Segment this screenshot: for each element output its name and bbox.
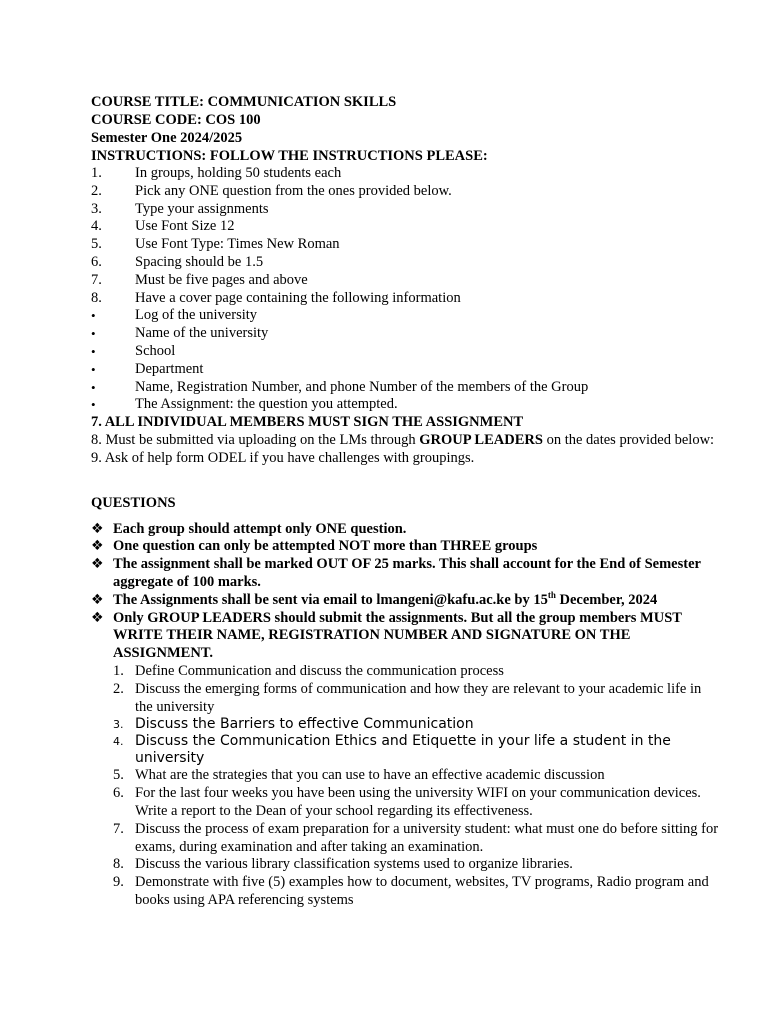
rules-list — [91, 521, 721, 663]
course-code: COURSE CODE: COS 100 — [91, 112, 261, 128]
instructions-heading: INSTRUCTIONS: FOLLOW THE INSTRUCTIONS PLEASE: — [91, 148, 488, 164]
instruction-item: 8. Have a cover page containing the following information — [91, 289, 461, 306]
question-item: 4. Discuss the Communication Ethics and Etiquette in your life a student in the university — [113, 733, 671, 767]
document-body — [91, 93, 721, 910]
cover-bullet-item: • School — [91, 342, 176, 359]
rule-item: ❖ One question can only be attempted NOT more than THREE groups — [91, 538, 538, 555]
diamond-bullet-icon: ❖ — [91, 556, 104, 573]
instruction-item: 1. In groups, holding 50 students each — [91, 165, 342, 181]
odel-instruction: 9. Ask of help form ODEL if you have challenges with groupings. — [91, 449, 475, 466]
question-item: 2. Discuss the emerging forms of communication and how they are relevant to your academic life in the university — [113, 680, 702, 715]
question-item: 3. Discuss the Barriers to effective Communication — [113, 716, 474, 733]
diamond-bullet-icon: ❖ — [91, 520, 104, 537]
question-item: 8. Discuss the various library classification systems used to organize libraries. — [113, 856, 573, 873]
instruction-item: 7. Must be five pages and above — [91, 271, 308, 288]
bullet-icon: • — [91, 308, 96, 324]
question-item: 5. What are the strategies that you can use to have an effective academic discussion — [113, 767, 605, 784]
rule-item: ❖ The Assignments shall be sent via email to lmangeni@kafu.ac.ke by 15th December, 2024 — [91, 589, 658, 608]
questions-heading: QUESTIONS — [91, 494, 176, 511]
question-item: 7. Discuss the process of exam preparation for a university student: what must one do before sitting for exams, during examination and after taking an examination. — [113, 820, 719, 855]
rule-item: ❖ Only GROUP LEADERS should submit the assignments. But all the group members MUST WRITE THEIR NAME, REGISTRATION NUMBER AND SIGNATURE ON THE ASSIGNMENT. — [91, 609, 682, 662]
instruction-item: 4. Use Font Size 12 — [91, 218, 235, 235]
question-item: 1. Define Communication and discuss the communication process — [113, 662, 504, 679]
cover-bullet-item: • Department — [91, 360, 204, 377]
instruction-item: 3. Type your assignments — [91, 200, 269, 217]
questions-list — [113, 663, 721, 910]
cover-bullet-item: • Log of the university — [91, 307, 258, 324]
sign-instruction: 7. ALL INDIVIDUAL MEMBERS MUST SIGN THE ASSIGNMENT — [91, 414, 524, 431]
cover-page-bullets — [91, 307, 721, 414]
diamond-bullet-icon: ❖ — [91, 538, 104, 555]
bullet-icon: • — [91, 361, 96, 377]
course-title: COURSE TITLE: COMMUNICATION SKILLS — [91, 94, 397, 110]
instruction-item: 5. Use Font Type: Times New Roman — [91, 236, 340, 253]
cover-bullet-item: • The Assignment: the question you attempted. — [91, 396, 398, 413]
instruction-item: 6. Spacing should be 1.5 — [91, 253, 264, 270]
bullet-icon: • — [91, 326, 96, 342]
instructions-list — [91, 165, 721, 307]
rule-item: ❖ Each group should attempt only ONE question. — [91, 520, 407, 537]
semester: Semester One 2024/2025 — [91, 130, 243, 146]
submission-instruction: 8. Must be submitted via uploading on the LMs through GROUP LEADERS on the dates provided below: — [91, 431, 715, 448]
question-item: 9. Demonstrate with five (5) examples how to document, websites, TV programs, Radio program and books using APA referencing systems — [113, 874, 709, 908]
rule-item: ❖ The assignment shall be marked OUT OF 25 marks. This shall account for the End of Semester aggregate of 100 marks. — [91, 556, 701, 590]
question-item: 6. For the last four weeks you have been using the university WIFI on your communication devices. Write a report to the Dean of your school regarding its effectiveness. — [113, 785, 701, 819]
cover-bullet-item: • Name of the university — [91, 325, 269, 342]
cover-bullet-item: • Name, Registration Number, and phone Number of the members of the Group — [91, 378, 589, 395]
bullet-icon: • — [91, 379, 96, 395]
instruction-item: 2. Pick any ONE question from the ones provided below. — [91, 182, 452, 199]
diamond-bullet-icon: ❖ — [91, 591, 104, 608]
diamond-bullet-icon: ❖ — [91, 609, 104, 626]
bullet-icon: • — [91, 397, 96, 413]
bullet-icon: • — [91, 343, 96, 359]
